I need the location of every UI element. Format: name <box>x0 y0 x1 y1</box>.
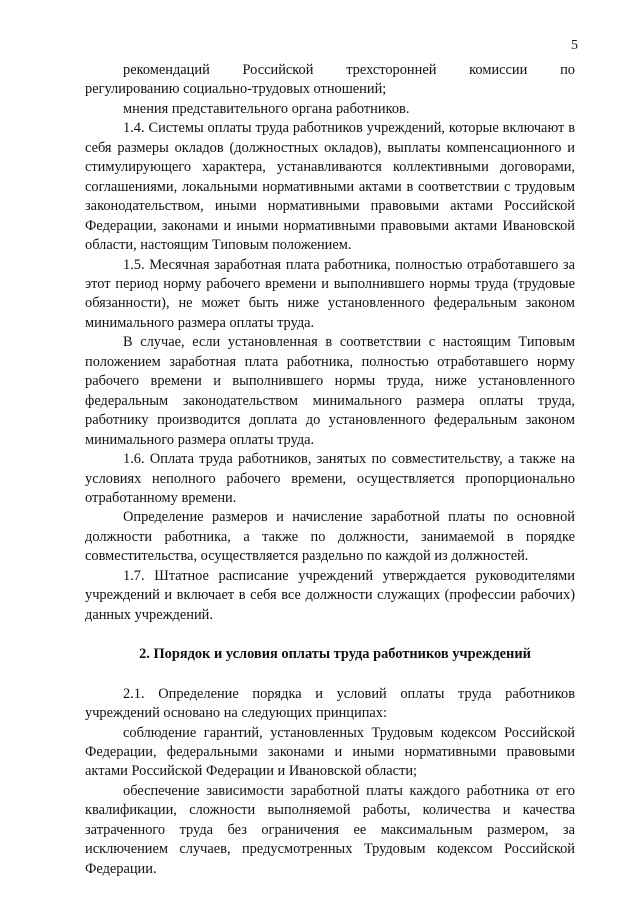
paragraph-2-1: 2.1. Определение порядка и условий оплаты труда работников учреждений основано на следующих принципах: <box>85 685 575 722</box>
paragraph-1-5: 1.5. Месячная заработная плата работника, полностью отработавшего за этот период норму рабочего времени и выполнившего нормы труда (трудовые обязанности), не может быть ниже установленного федеральным законом минимального размера оплаты труда. <box>85 256 575 331</box>
document-body <box>85 61 575 879</box>
paragraph-representative-opinion: мнения представительного органа работников. <box>123 100 410 117</box>
paragraph-guarantees: соблюдение гарантий, установленных Трудовым кодексом Российской Федерации, федеральными законами и иными нормативными правовыми актами Российской Федерации и Ивановской области; <box>85 724 575 780</box>
paragraph-1-6: 1.6. Оплата труда работников, занятых по совместительству, а также на условиях неполного рабочего времени, осуществляется пропорционально отработанному времени. <box>85 451 575 506</box>
paragraph-recommendations-continued: регулированию социально-трудовых отношений; <box>85 81 387 98</box>
paragraph-salary-dependency: обеспечение зависимости заработной платы каждого работника от его квалификации, сложности выполняемой работы, количества и качества затраченного труда без ограничения ее максимальным размером, за исключением случаев, предусмотренных Трудовым кодексом Российской Федерации. <box>85 782 575 877</box>
paragraph-1-4: 1.4. Системы оплаты труда работников учреждений, которые включают в себя размеры окладов (должностных окладов), выплаты компенсационного и стимулирующего характера, устанавливаются коллективными договорами, соглашениями, локальными нормативными актами в соответствии с трудовым законодательством, иными нормативными правовыми актами Российской Федерации, законами и иными нормативными правовыми актами Ивановской области, настоящим Типовым положением. <box>85 120 575 254</box>
paragraph-minimum-wage-case: В случае, если установленная в соответствии с настоящим Типовым положением заработная плата работника, полностью отработавшего норму рабочего времени и выполнившего нормы труда, ниже установленного федеральным законодательством минимального размера оплаты труда, работнику производится доплата до установленного федеральным законом минимального размера оплаты труда. <box>85 334 575 448</box>
spacer <box>85 665 575 685</box>
spacer <box>85 625 575 645</box>
section-heading: 2. Порядок и условия оплаты труда работников учреждений <box>139 646 531 663</box>
page-number: 5 <box>571 38 578 53</box>
paragraph-1-7: 1.7. Штатное расписание учреждений утверждается руководителями учреждений и включает в себя все должности служащих (профессии рабочих) данных учреждений. <box>85 567 575 623</box>
paragraph-salary-determination: Определение размеров и начисление заработной платы по основной должности работника, а также по должности, занимаемой в порядке совместительства, осуществляется раздельно по каждой из должностей. <box>85 509 575 565</box>
paragraph-recommendations: рекомендаций Российской трехсторонней комиссии по <box>123 62 575 78</box>
